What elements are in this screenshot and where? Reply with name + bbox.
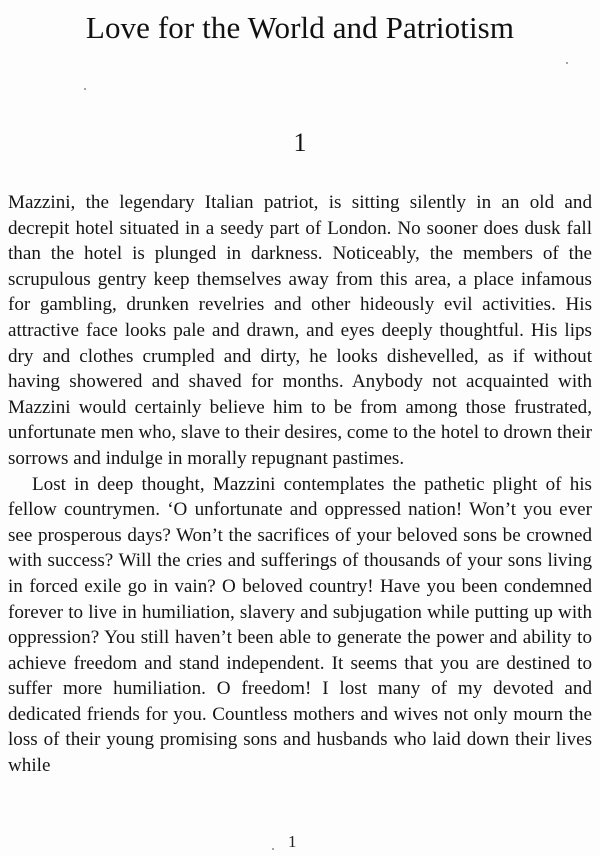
paragraph-2: Lost in deep thought, Mazzini contemplates the pathetic plight of his fellow countrymen. ‘O unfortunate and oppressed nation! Won’t you ever see prosperous days? Won’t the sacrifices of your beloved sons be crowned with success? Will the cries and sufferings of thousands of your sons living in forced exile go in vain? O beloved country! Have you been condemned forever to live in humiliation, slavery and subjugation while putting up with oppression? You still haven’t been able to generate the power and ability to achieve freedom and stand independent. It seems that you are destined to suffer more humiliation. O freedom! I lost many of my devoted and dedicated friends for you. Countless mothers and wives not only mourn the loss of their young promising sons and husbands who laid down their lives while — [8, 473, 592, 777]
scan-speck — [272, 848, 274, 850]
body-text — [8, 190, 592, 779]
scan-speck — [566, 62, 568, 64]
chapter-title: Love for the World and Patriotism — [85, 10, 515, 45]
page-number: 1 — [288, 832, 297, 851]
paragraph-1: Mazzini, the legendary Italian patriot, is sitting silently in an old and decrepit hotel situated in a seedy part of London. No sooner does dusk fall than the hotel is plunged in darkness. Noticeably, the members of the scrupulous gentry keep themselves away from this area, a place infamous for gambling, drunken revelries and other hideously evil activities. His attractive face looks pale and drawn, and eyes deeply thoughtful. His lips dry and clothes crumpled and dirty, he looks dishevelled, as if without having showered and shaved for months. Anybody not acquainted with Mazzini would certainly believe him to be from among those frustrated, unfortunate men who, slave to their desires, come to the hotel to drown their sorrows and indulge in morally repugnant pastimes. — [8, 192, 592, 469]
chapter-number: 1 — [293, 128, 307, 157]
scan-speck — [84, 88, 86, 90]
